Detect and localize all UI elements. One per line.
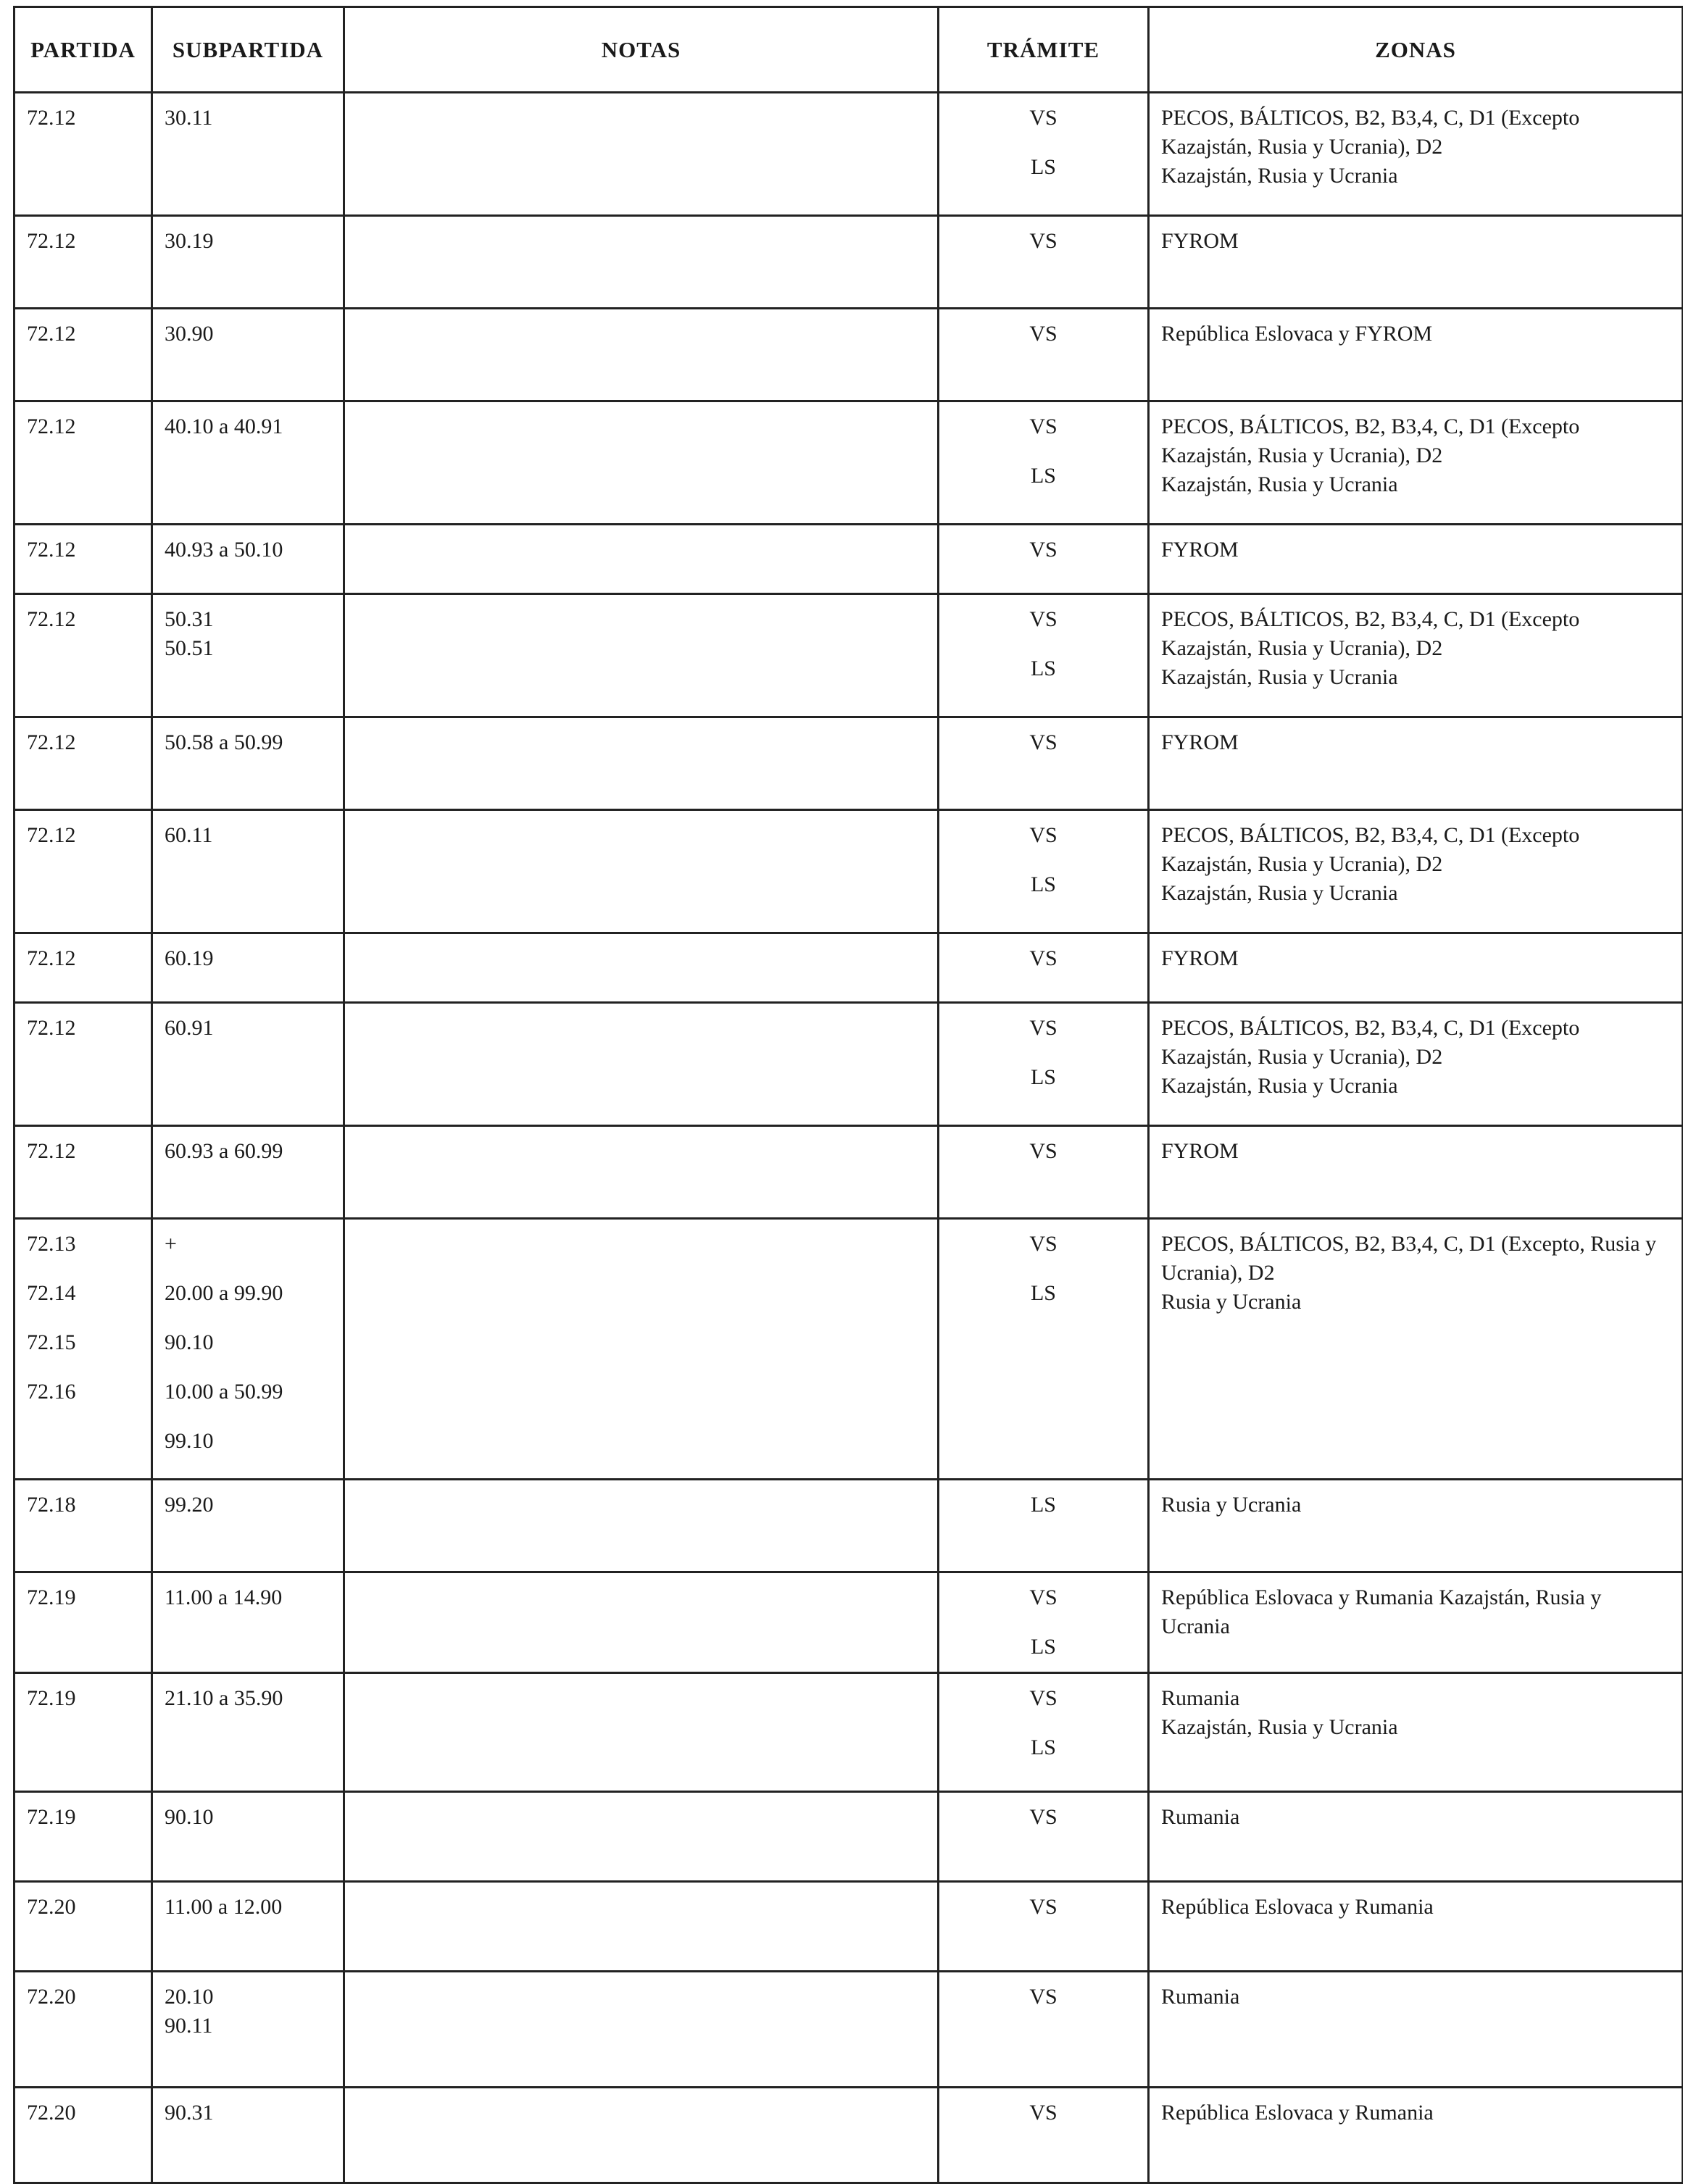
subpartida-cell-line: 40.93 a 50.10 [165, 538, 283, 562]
partida-cell-line: 72.16 [27, 1380, 76, 1404]
partida-cell-line: 72.12 [27, 1016, 76, 1040]
tramite-cell-line: VS [1029, 2101, 1057, 2125]
notas-cell [344, 1126, 939, 1219]
tramite-cell-line: VS [1029, 229, 1057, 253]
tramite-cell-line: LS [1030, 1281, 1056, 1305]
zonas-cell [1149, 933, 1683, 1003]
partida-cell-line: 72.12 [27, 1139, 76, 1163]
line-spacer [165, 1357, 331, 1377]
notas-cell [344, 309, 939, 401]
line-spacer [27, 1259, 139, 1279]
line-spacer [165, 1406, 331, 1427]
partida-cell-line: 72.12 [27, 414, 76, 438]
subpartida-cell [152, 1480, 344, 1572]
table-row [14, 216, 1683, 309]
tramite-cell-line: VS [1029, 730, 1057, 754]
partida-cell [14, 1972, 152, 2088]
line-spacer [951, 634, 1136, 654]
partida-cell [14, 933, 152, 1003]
partida-cell [14, 1792, 152, 1882]
tramite-cell-line: VS [1029, 946, 1057, 970]
subpartida-cell [152, 933, 344, 1003]
notas-cell [344, 1673, 939, 1792]
line-spacer [951, 1043, 1136, 1063]
tramite-cell-line: LS [1030, 464, 1056, 488]
table-row [14, 1673, 1683, 1792]
zonas-cell [1149, 216, 1683, 309]
subpartida-cell-line: 90.10 [165, 1330, 214, 1354]
tramite-cell-line: VS [1029, 1805, 1057, 1829]
tramite-cell-line: VS [1029, 322, 1057, 346]
line-spacer [951, 850, 1136, 870]
tramite-cell [939, 594, 1149, 717]
tramite-cell [939, 717, 1149, 810]
notas-cell [344, 810, 939, 933]
tramite-cell [939, 309, 1149, 401]
subpartida-cell [152, 401, 344, 525]
zonas-cell [1149, 1480, 1683, 1572]
subpartida-cell-line: + [165, 1232, 177, 1256]
zonas-cell-line: FYROM [1161, 538, 1239, 562]
partida-cell [14, 1572, 152, 1673]
subpartida-cell-line: 50.51 [165, 636, 214, 660]
subpartida-cell-line: 40.10 a 40.91 [165, 414, 283, 438]
partida-cell-line: 72.20 [27, 2101, 76, 2125]
tramite-cell [939, 1972, 1149, 2088]
tramite-cell [939, 1126, 1149, 1219]
zonas-cell [1149, 2088, 1683, 2183]
zonas-cell-line: FYROM [1161, 229, 1239, 253]
partida-cell-line: 72.14 [27, 1281, 76, 1305]
zonas-cell-line: República Eslovaca y Rumania Kazajstán, Rusia y Ucrania [1161, 1585, 1602, 1638]
partida-cell [14, 717, 152, 810]
subpartida-cell [152, 2088, 344, 2183]
line-spacer [27, 1357, 139, 1377]
partida-cell [14, 93, 152, 216]
line-spacer [951, 1612, 1136, 1633]
tramite-cell-line: LS [1030, 1065, 1056, 1089]
zonas-cell [1149, 1882, 1683, 1972]
partida-cell-line: 72.18 [27, 1493, 76, 1517]
tramite-cell [939, 93, 1149, 216]
subpartida-cell-line: 90.10 [165, 1805, 214, 1829]
line-spacer [951, 133, 1136, 153]
partida-cell-line: 72.12 [27, 322, 76, 346]
subpartida-cell [152, 216, 344, 309]
tramite-cell-line: VS [1029, 1139, 1057, 1163]
tramite-cell [939, 1673, 1149, 1792]
partida-cell [14, 401, 152, 525]
zonas-cell [1149, 810, 1683, 933]
tramite-cell [939, 1792, 1149, 1882]
tramite-cell [939, 1572, 1149, 1673]
zonas-cell-line: Kazajstán, Rusia y Ucrania [1161, 1715, 1398, 1739]
partida-cell-line: 72.19 [27, 1805, 76, 1829]
zonas-cell [1149, 1126, 1683, 1219]
table-row [14, 2088, 1683, 2183]
tramite-cell-line: VS [1029, 823, 1057, 847]
subpartida-cell-line: 30.11 [165, 106, 213, 130]
tramite-cell [939, 1480, 1149, 1572]
partida-cell-line: 72.20 [27, 1895, 76, 1919]
tramite-cell-line: VS [1029, 1895, 1057, 1919]
notas-cell [344, 1003, 939, 1126]
zonas-cell-line: Kazajstán, Rusia y Ucrania [1161, 1074, 1398, 1098]
zonas-cell-line: FYROM [1161, 730, 1239, 754]
header-tramite: TRÁMITE [939, 7, 1149, 93]
partida-cell-line: 72.19 [27, 1686, 76, 1710]
line-spacer [165, 1308, 331, 1328]
table-row [14, 933, 1683, 1003]
notas-cell [344, 216, 939, 309]
zonas-cell [1149, 401, 1683, 525]
tramite-cell-line: VS [1029, 1686, 1057, 1710]
subpartida-cell-line: 11.00 a 12.00 [165, 1895, 283, 1919]
table-row [14, 93, 1683, 216]
zonas-cell-line: Kazajstán, Rusia y Ucrania [1161, 164, 1398, 188]
subpartida-cell-line: 20.00 a 99.90 [165, 1281, 283, 1305]
partida-cell [14, 594, 152, 717]
line-spacer [165, 1259, 331, 1279]
zonas-cell-line: Rumania [1161, 1985, 1240, 2009]
tramite-cell [939, 810, 1149, 933]
partida-cell-line: 72.12 [27, 229, 76, 253]
partida-cell [14, 1219, 152, 1480]
tramite-cell [939, 1219, 1149, 1480]
tramite-cell-line: VS [1029, 1585, 1057, 1609]
partida-cell-line: 72.12 [27, 946, 76, 970]
subpartida-cell [152, 525, 344, 594]
partida-cell [14, 1673, 152, 1792]
notas-cell [344, 1882, 939, 1972]
tramite-cell-line: VS [1029, 1232, 1057, 1256]
subpartida-cell [152, 1003, 344, 1126]
notas-cell [344, 1219, 939, 1480]
partida-cell-line: 72.12 [27, 538, 76, 562]
notas-cell [344, 1792, 939, 1882]
zonas-cell-line: PECOS, BÁLTICOS, B2, B3,4, C, D1 (Excepto Kazajstán, Rusia y Ucrania), D2 [1161, 106, 1580, 159]
subpartida-cell [152, 1972, 344, 2088]
table-row [14, 1003, 1683, 1126]
zonas-cell-line: PECOS, BÁLTICOS, B2, B3,4, C, D1 (Excepto, Rusia y Ucrania), D2 [1161, 1232, 1657, 1285]
partida-cell-line: 72.12 [27, 823, 76, 847]
line-spacer [27, 1308, 139, 1328]
subpartida-cell [152, 309, 344, 401]
partida-cell-line: 72.15 [27, 1330, 76, 1354]
tramite-cell-line: VS [1029, 607, 1057, 631]
table-row [14, 1572, 1683, 1673]
table-row [14, 594, 1683, 717]
table-body [14, 93, 1683, 2183]
subpartida-cell [152, 93, 344, 216]
tramite-cell-line: LS [1030, 1735, 1056, 1759]
tramite-cell-line: VS [1029, 414, 1057, 438]
partida-cell-line: 72.12 [27, 607, 76, 631]
table-row [14, 810, 1683, 933]
line-spacer [951, 1713, 1136, 1733]
partida-cell-line: 72.13 [27, 1232, 76, 1256]
zonas-cell-line: PECOS, BÁLTICOS, B2, B3,4, C, D1 (Excepto Kazajstán, Rusia y Ucrania), D2 [1161, 823, 1580, 876]
zonas-cell [1149, 1792, 1683, 1882]
subpartida-cell [152, 717, 344, 810]
zonas-cell-line: PECOS, BÁLTICOS, B2, B3,4, C, D1 (Excepto Kazajstán, Rusia y Ucrania), D2 [1161, 414, 1580, 467]
notas-cell [344, 717, 939, 810]
zonas-cell-line: Kazajstán, Rusia y Ucrania [1161, 665, 1398, 689]
partida-cell-line: 72.12 [27, 106, 76, 130]
table-row [14, 525, 1683, 594]
header-row [14, 7, 1683, 93]
tramite-cell [939, 216, 1149, 309]
zonas-cell [1149, 93, 1683, 216]
notas-cell [344, 933, 939, 1003]
tramite-cell-line: LS [1030, 657, 1056, 680]
tramite-cell [939, 401, 1149, 525]
zonas-cell [1149, 1003, 1683, 1126]
zonas-cell [1149, 309, 1683, 401]
notas-cell [344, 401, 939, 525]
subpartida-cell [152, 810, 344, 933]
subpartida-cell-line: 20.10 [165, 1985, 214, 2009]
tramite-cell-line: LS [1030, 1635, 1056, 1659]
notas-cell [344, 1572, 939, 1673]
table-row [14, 1792, 1683, 1882]
zonas-cell [1149, 525, 1683, 594]
header-subpartida: SUBPARTIDA [152, 7, 344, 93]
subpartida-cell-line: 21.10 a 35.90 [165, 1686, 283, 1710]
table-row [14, 401, 1683, 525]
table-row [14, 717, 1683, 810]
table-row [14, 1972, 1683, 2088]
tramite-cell-line: LS [1030, 872, 1056, 896]
table-row [14, 1480, 1683, 1572]
tramite-cell [939, 2088, 1149, 2183]
partida-cell-line: 72.19 [27, 1585, 76, 1609]
subpartida-cell-line: 50.31 [165, 607, 214, 631]
partida-cell [14, 1126, 152, 1219]
header-zonas: ZONAS [1149, 7, 1683, 93]
zonas-cell-line: PECOS, BÁLTICOS, B2, B3,4, C, D1 (Excepto Kazajstán, Rusia y Ucrania), D2 [1161, 1016, 1580, 1069]
line-spacer [951, 1259, 1136, 1279]
subpartida-cell [152, 1673, 344, 1792]
subpartida-cell [152, 1882, 344, 1972]
subpartida-cell-line: 60.93 a 60.99 [165, 1139, 283, 1163]
notas-cell [344, 1480, 939, 1572]
partida-cell-line: 72.20 [27, 1985, 76, 2009]
subpartida-cell [152, 1219, 344, 1480]
zonas-cell [1149, 1219, 1683, 1480]
subpartida-cell-line: 90.11 [165, 2014, 213, 2038]
tramite-cell-line: VS [1029, 1016, 1057, 1040]
subpartida-cell-line: 30.90 [165, 322, 214, 346]
zonas-cell-line: República Eslovaca y FYROM [1161, 322, 1433, 346]
partida-cell [14, 525, 152, 594]
zonas-cell-line: Kazajstán, Rusia y Ucrania [1161, 881, 1398, 905]
zonas-cell [1149, 717, 1683, 810]
partida-cell [14, 810, 152, 933]
tramite-cell-line: LS [1030, 1493, 1056, 1517]
tramite-cell-line: VS [1029, 538, 1057, 562]
partida-cell [14, 1882, 152, 1972]
zonas-cell-line: FYROM [1161, 946, 1239, 970]
subpartida-cell-line: 60.91 [165, 1016, 214, 1040]
tramite-cell [939, 1882, 1149, 1972]
subpartida-cell-line: 10.00 a 50.99 [165, 1380, 283, 1404]
notas-cell [344, 594, 939, 717]
table-row [14, 1882, 1683, 1972]
header-partida: PARTIDA [14, 7, 152, 93]
partida-cell [14, 1480, 152, 1572]
zonas-cell-line: República Eslovaca y Rumania [1161, 2101, 1434, 2125]
zonas-cell-line: Rusia y Ucrania [1161, 1493, 1302, 1517]
notas-cell [344, 2088, 939, 2183]
subpartida-cell-line: 11.00 a 14.90 [165, 1585, 283, 1609]
zonas-cell-line: PECOS, BÁLTICOS, B2, B3,4, C, D1 (Excepto Kazajstán, Rusia y Ucrania), D2 [1161, 607, 1580, 660]
tramite-cell-line: VS [1029, 1985, 1057, 2009]
zonas-cell-line: Rumania [1161, 1805, 1240, 1829]
zonas-cell-line: Rusia y Ucrania [1161, 1290, 1302, 1314]
zonas-cell [1149, 1572, 1683, 1673]
zonas-cell [1149, 1673, 1683, 1792]
tramite-cell [939, 1003, 1149, 1126]
partida-cell [14, 2088, 152, 2183]
partida-cell [14, 309, 152, 401]
subpartida-cell-line: 30.19 [165, 229, 214, 253]
table-row [14, 309, 1683, 401]
subpartida-cell [152, 1126, 344, 1219]
partida-cell [14, 1003, 152, 1126]
partida-cell [14, 216, 152, 309]
notas-cell [344, 525, 939, 594]
subpartida-cell-line: 99.10 [165, 1429, 214, 1453]
subpartida-cell [152, 1792, 344, 1882]
subpartida-cell-line: 99.20 [165, 1493, 214, 1517]
line-spacer [951, 441, 1136, 462]
tramite-cell [939, 525, 1149, 594]
zonas-cell-line: Rumania [1161, 1686, 1240, 1710]
subpartida-cell [152, 594, 344, 717]
zonas-cell [1149, 1972, 1683, 2088]
table-row [14, 1126, 1683, 1219]
tramite-cell-line: VS [1029, 106, 1057, 130]
table-row [14, 1219, 1683, 1480]
tariff-table [13, 6, 1683, 2184]
subpartida-cell-line: 90.31 [165, 2101, 214, 2125]
header-notas: NOTAS [344, 7, 939, 93]
tramite-cell [939, 933, 1149, 1003]
zonas-cell [1149, 594, 1683, 717]
subpartida-cell-line: 60.19 [165, 946, 214, 970]
subpartida-cell-line: 60.11 [165, 823, 213, 847]
notas-cell [344, 93, 939, 216]
notas-cell [344, 1972, 939, 2088]
partida-cell-line: 72.12 [27, 730, 76, 754]
zonas-cell-line: República Eslovaca y Rumania [1161, 1895, 1434, 1919]
tramite-cell-line: LS [1030, 155, 1056, 179]
subpartida-cell-line: 50.58 a 50.99 [165, 730, 283, 754]
zonas-cell-line: FYROM [1161, 1139, 1239, 1163]
zonas-cell-line: Kazajstán, Rusia y Ucrania [1161, 472, 1398, 496]
subpartida-cell [152, 1572, 344, 1673]
